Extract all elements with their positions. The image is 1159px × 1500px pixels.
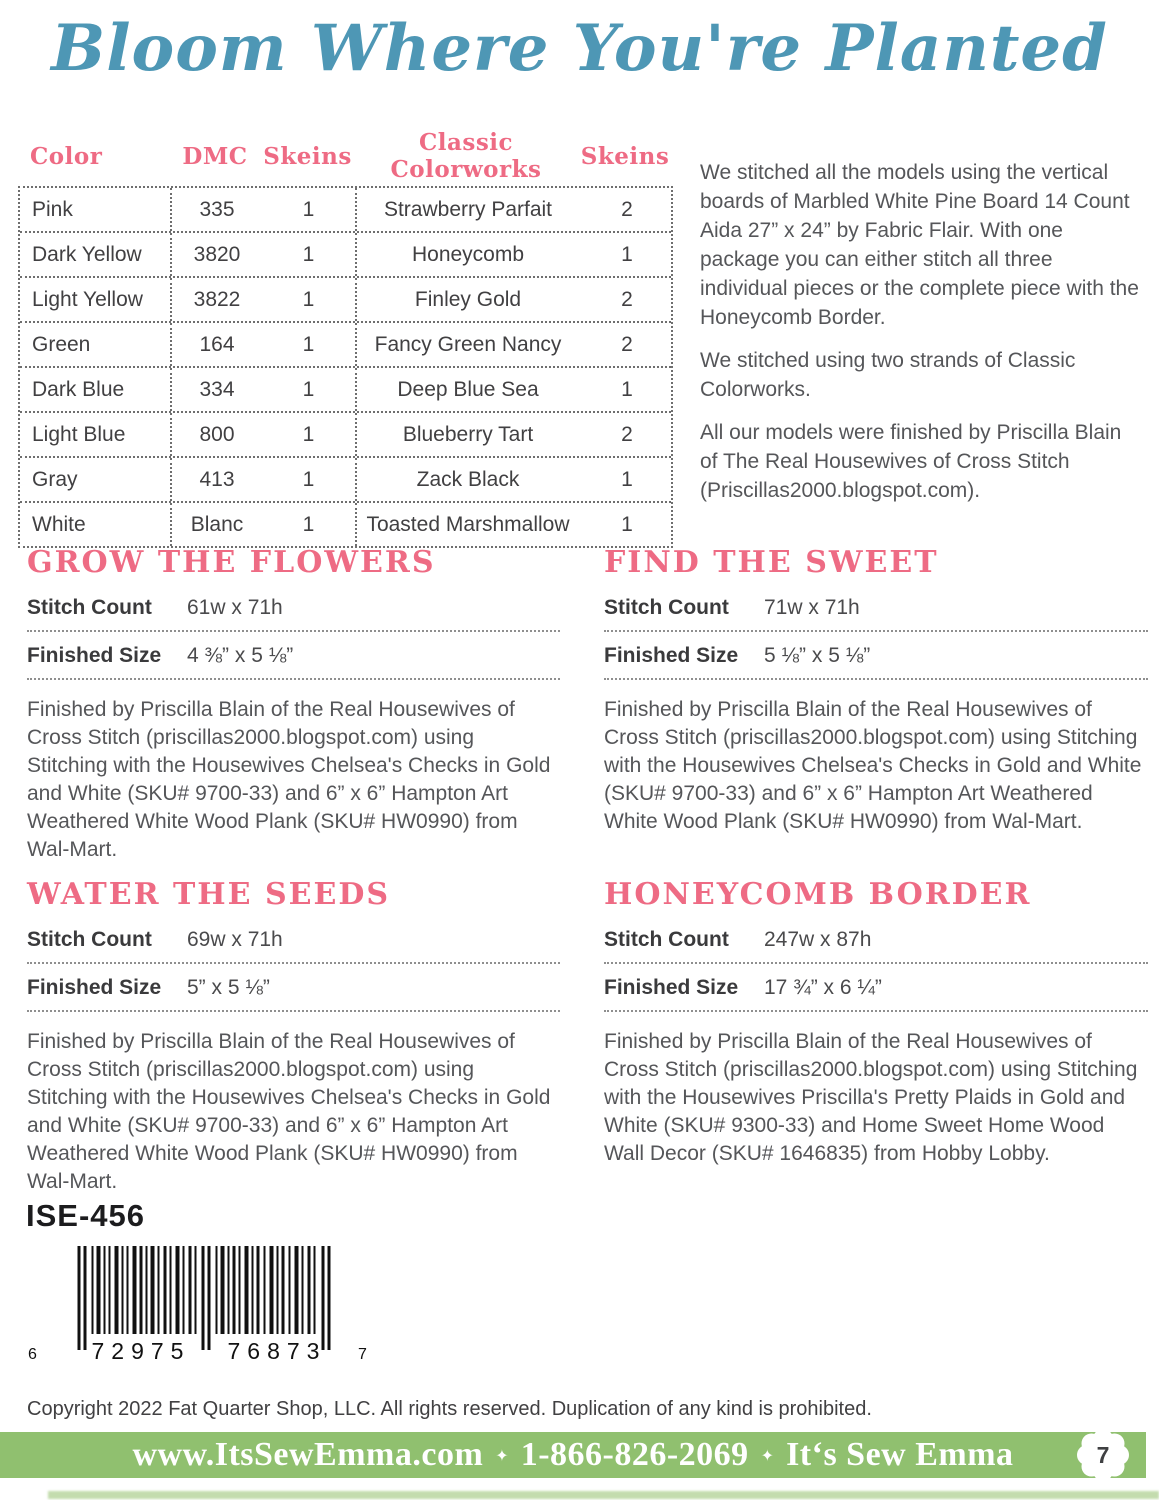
footer-website: www.ItsSewEmma.com <box>132 1436 484 1473</box>
section-heading: GROW THE FLOWERS <box>27 545 436 580</box>
section-honeycomb-border <box>604 877 1148 1168</box>
stitch-count-label: Stitch Count <box>604 928 729 951</box>
next-page-edge <box>48 1491 1159 1499</box>
intro-text <box>700 158 1142 519</box>
stitch-count-label: Stitch Count <box>27 596 152 619</box>
stitch-count-value: 69w x 71h <box>187 928 283 951</box>
barcode-digit-left: 6 <box>28 1346 37 1363</box>
table-cell: Dark Blue <box>20 368 172 411</box>
finished-size-label: Finished Size <box>604 644 739 667</box>
table-row <box>20 501 671 546</box>
table-cell: 1 <box>262 278 357 321</box>
finished-size-row <box>27 964 560 1012</box>
section-body: Finished by Priscilla Blain of the Real Housewives of Cross Stitch (priscillas2000.blogspot.com) using Stitching with the Housewives Priscilla's Pretty Plaids in Gold and White (SKU# 9300-33) and Home Sweet Home Wood Wall Decor (SKU# 1646835) from Hobby Lobby. <box>604 1030 1138 1165</box>
stitch-count-row <box>27 916 560 964</box>
table-cell: 1 <box>262 368 357 411</box>
barcode-digit-group1: 72975 <box>91 1338 191 1364</box>
table-cell: 2 <box>621 422 633 446</box>
table-cell: Zack Black <box>416 467 520 491</box>
table-cell: 2 <box>621 287 633 311</box>
stitch-count-row <box>27 584 560 632</box>
table-cell: 3822 <box>193 287 241 311</box>
page-number: 7 <box>1096 1442 1110 1468</box>
table-cell: Pink <box>20 188 172 231</box>
section-water-the-seeds <box>27 877 560 1196</box>
table-row <box>20 411 671 456</box>
thread-table <box>18 129 673 548</box>
stitch-count-value: 71w x 71h <box>764 596 860 619</box>
section-grow-the-flowers <box>27 545 560 864</box>
table-cell: Toasted Marshmallow <box>366 512 570 536</box>
footer-phone: 1-866-826-2069 <box>520 1436 749 1473</box>
column-header-color: Color <box>30 142 103 170</box>
intro-paragraph: All our models were finished by Priscilla Blain of The Real Housewives of Cross Stitch (Priscillas2000.blogspot.com). <box>700 421 1122 502</box>
stitch-count-label: Stitch Count <box>604 596 729 619</box>
finished-size-row <box>27 632 560 680</box>
table-cell: 413 <box>199 467 235 491</box>
stitch-count-row <box>604 916 1148 964</box>
table-row <box>20 456 671 501</box>
table-cell: Strawberry Parfait <box>383 197 553 221</box>
footer-separator-icon: ✦ <box>760 1445 775 1465</box>
table-cell: 1 <box>262 413 357 456</box>
table-row <box>20 231 671 276</box>
table-cell: 1 <box>262 323 357 366</box>
section-heading: FIND THE SWEET <box>604 545 939 580</box>
table-cell: 1 <box>262 458 357 501</box>
table-cell: 334 <box>199 377 235 401</box>
column-header-dmc: DMC <box>182 142 248 170</box>
stitch-count-row <box>604 584 1148 632</box>
finished-size-row <box>604 632 1148 680</box>
section-heading: WATER THE SEEDS <box>27 877 391 912</box>
column-header-skeins: Skeins <box>263 142 352 170</box>
thread-table-header <box>18 129 673 183</box>
stitch-count-value: 247w x 87h <box>764 928 872 951</box>
finished-size-value: 5” x 5 ⅛” <box>187 976 270 999</box>
table-cell: 1 <box>262 233 357 276</box>
section-heading: HONEYCOMB BORDER <box>604 877 1032 912</box>
copyright-text: Copyright 2022 Fat Quarter Shop, LLC. All rights reserved. Duplication of any kind is prohibited. <box>27 1398 872 1420</box>
table-cell: Finley Gold <box>414 287 522 311</box>
stitch-count-label: Stitch Count <box>27 928 152 951</box>
thread-table-body <box>18 186 673 548</box>
table-cell: 3820 <box>193 242 241 266</box>
column-header-skeins-2: Skeins <box>580 142 670 170</box>
table-cell: 800 <box>199 422 235 446</box>
table-cell: Blanc <box>190 512 244 536</box>
footer-brand: It‘s Sew Emma <box>786 1436 1014 1473</box>
finished-size-label: Finished Size <box>27 976 162 999</box>
table-cell: Fancy Green Nancy <box>374 332 562 356</box>
section-body: Finished by Priscilla Blain of the Real Housewives of Cross Stitch (priscillas2000.blogspot.com) using Stitching with the Housewives Chelsea's Checks in Gold and White (SKU# 9700-33) and 6” x 6” Hampton Art Weathered White Wood Plank (SKU# HW0990) from Wal-Mart. <box>27 1030 551 1193</box>
page-number-flower-icon <box>1076 1428 1130 1482</box>
finished-size-label: Finished Size <box>604 976 739 999</box>
footer-separator-icon: ✦ <box>495 1445 509 1465</box>
section-body: Finished by Priscilla Blain of the Real Housewives of Cross Stitch (priscillas2000.blogspot.com) using Stitching with the Housewives Chelsea's Checks in Gold and White (SKU# 9700-33) and 6” x 6” Hampton Art Weathered White Wood Plank (SKU# HW0990) from Wal-Mart. <box>604 698 1142 833</box>
table-cell: Green <box>20 323 172 366</box>
table-row <box>20 321 671 366</box>
table-cell: 1 <box>621 377 633 401</box>
section-body: Finished by Priscilla Blain of the Real Housewives of Cross Stitch (priscillas2000.blogspot.com) using Stitching with the Housewives Chelsea's Checks in Gold and White (SKU# 9700-33) and 6” x 6” Hampton Art Weathered White Wood Plank (SKU# HW0990) from Wal-Mart. <box>27 698 551 861</box>
table-cell: Deep Blue Sea <box>397 377 539 401</box>
finished-size-value: 5 ⅛” x 5 ⅛” <box>764 644 871 667</box>
table-cell: 1 <box>262 503 357 546</box>
barcode <box>20 1246 372 1370</box>
product-sku: ISE-456 <box>26 1198 146 1233</box>
intro-paragraph: We stitched all the models using the vertical boards of Marbled White Pine Board 14 Count Aida 27” x 24” by Fabric Flair. With one package you can either stitch all three individual pieces or the complete piece with the Honeycomb Border. <box>700 161 1139 329</box>
barcode-digit-group2: 76873 <box>227 1338 327 1364</box>
table-cell: Dark Yellow <box>20 233 172 276</box>
finished-size-value: 17 ¾” x 6 ¼” <box>764 976 882 999</box>
table-row <box>20 276 671 321</box>
table-cell: 2 <box>621 332 633 356</box>
table-cell: 1 <box>262 188 357 231</box>
table-cell: Light Yellow <box>20 278 172 321</box>
page-title: Bloom Where You're Planted <box>51 11 1108 86</box>
section-find-the-sweet <box>604 545 1148 836</box>
table-row <box>20 366 671 411</box>
footer-bar <box>0 1432 1146 1478</box>
table-cell: 1 <box>621 512 633 536</box>
finished-size-label: Finished Size <box>27 644 162 667</box>
table-row <box>20 188 671 231</box>
stitch-count-value: 61w x 71h <box>187 596 283 619</box>
barcode-digit-right: 7 <box>358 1346 367 1363</box>
finished-size-value: 4 ⅜” x 5 ⅛” <box>187 644 294 667</box>
column-header-classic-colorworks: Classic Colorworks <box>390 129 542 183</box>
table-cell: Honeycomb <box>411 242 525 266</box>
table-cell: 335 <box>199 197 235 221</box>
table-cell: 1 <box>621 242 633 266</box>
table-cell: White <box>20 503 172 546</box>
table-cell: Blueberry Tart <box>402 422 534 446</box>
table-cell: Light Blue <box>20 413 172 456</box>
intro-paragraph: We stitched using two strands of Classic Colorworks. <box>700 349 1076 401</box>
table-cell: 1 <box>621 467 633 491</box>
table-cell: 164 <box>199 332 235 356</box>
table-cell: Gray <box>20 458 172 501</box>
finished-size-row <box>604 964 1148 1012</box>
table-cell: 2 <box>621 197 633 221</box>
